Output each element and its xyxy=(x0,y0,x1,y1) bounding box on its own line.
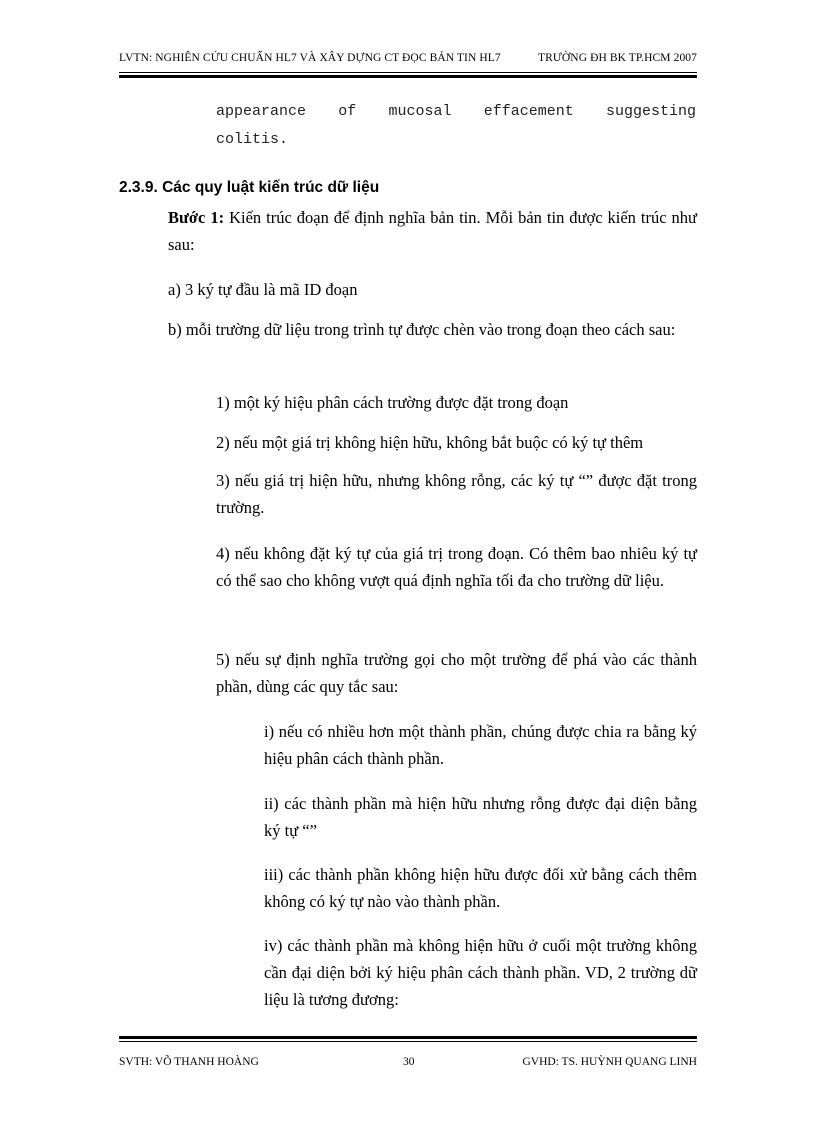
page-number: 30 xyxy=(403,1056,415,1068)
footer-advisor: GVHD: TS. HUỲNH QUANG LINH xyxy=(522,1056,697,1068)
section-heading: 2.3.9. Các quy luật kiến trúc dữ liệu xyxy=(119,179,380,196)
footer-student: SVTH: VÕ THANH HOÀNG xyxy=(119,1056,259,1068)
code-block-line-1 xyxy=(216,103,696,120)
numbered-item-4: 4) nếu không đặt ký tự của giá trị trong đoạn. Có thêm bao nhiêu ký tự có thể sao cho không vượt quá định nghĩa tối đa cho trường dữ liệu. xyxy=(216,544,697,590)
step-text: Kiến trúc đoạn để định nghĩa bản tin. Mỗi bản tin được kiến trúc như sau: xyxy=(168,208,697,254)
numbered-item-5: 5) nếu sự định nghĩa trường gọi cho một trường để phá vào các thành phần, dùng các quy tắc sau: xyxy=(216,650,697,696)
roman-item-iii: iii) các thành phần không hiện hữu được đối xử bằng cách thêm không có ký tự nào vào thành phần. xyxy=(264,865,697,911)
page-header xyxy=(119,52,697,68)
code-word: appearance xyxy=(216,103,307,120)
list-item-b: b) mỗi trường dữ liệu trong trình tự được chèn vào trong đoạn theo cách sau: xyxy=(168,320,676,339)
step-paragraph xyxy=(168,204,697,258)
code-word: mucosal xyxy=(388,103,452,120)
roman-item-iv: iv) các thành phần mà không hiện hữu ở cuối một trường không cần đại diện bởi ký hiệu phân cách thành phần. VD, 2 trường dữ liệu là tương đương: xyxy=(264,936,697,1009)
roman-item-i: i) nếu có nhiều hơn một thành phần, chúng được chia ra bằng ký hiệu phân cách thành phần. xyxy=(264,722,697,768)
numbered-item-1: 1) một ký hiệu phân cách trường được đặt trong đoạn xyxy=(216,393,569,412)
list-item-a: a) 3 ký tự đầu là mã ID đoạn xyxy=(168,280,358,299)
code-word: of xyxy=(338,103,357,120)
page-footer xyxy=(119,1056,697,1072)
roman-item-ii: ii) các thành phần mà hiện hữu nhưng rỗng được đại diện bằng ký tự “” xyxy=(264,794,697,840)
numbered-item-2: 2) nếu một giá trị không hiện hữu, không bắt buộc có ký tự thêm xyxy=(216,433,644,452)
footer-divider xyxy=(119,1036,697,1042)
code-block-line-2: colitis. xyxy=(216,131,289,148)
code-word: effacement xyxy=(483,103,574,120)
header-university: TRƯỜNG ĐH BK TP.HCM 2007 xyxy=(537,52,697,64)
header-thesis-title: LVTN: NGHIÊN CỨU CHUẨN HL7 VÀ XÂY DỰNG CT ĐỌC BẢN TIN HL7 xyxy=(119,52,501,64)
numbered-item-3: 3) nếu giá trị hiện hữu, nhưng không rỗng, các ký tự “” được đặt trong trường. xyxy=(216,471,697,517)
header-divider xyxy=(119,72,697,78)
code-word: suggesting xyxy=(605,103,696,120)
step-label: Bước 1: xyxy=(168,208,225,227)
